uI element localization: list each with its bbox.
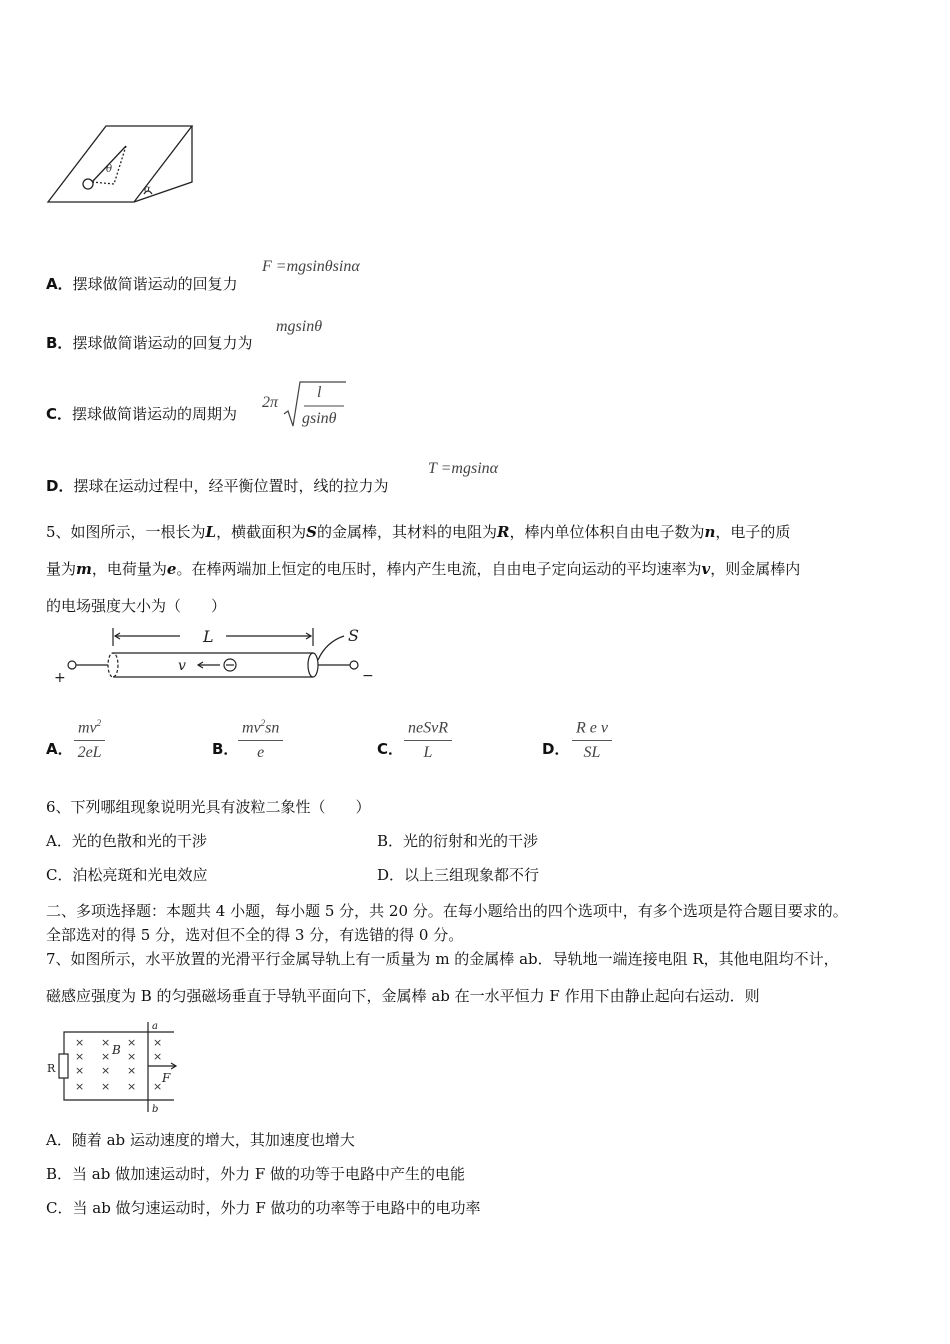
- var-L: L: [205, 523, 217, 541]
- field-cross: ×: [127, 1036, 137, 1049]
- var-S: S: [306, 523, 317, 541]
- denominator: e: [257, 744, 265, 762]
- numerator-tail: sn: [265, 719, 280, 737]
- field-cross: ×: [101, 1080, 111, 1093]
- velocity-label: v: [178, 658, 186, 674]
- q5-option-c-formula: [404, 714, 452, 762]
- var-m: m: [76, 560, 92, 578]
- denominator: L: [423, 744, 433, 762]
- option-label: D．: [542, 740, 570, 758]
- field-cross: ×: [127, 1080, 137, 1093]
- q4-option-a: [46, 274, 238, 294]
- field-cross: ×: [101, 1050, 111, 1063]
- q5-option-b-formula: [238, 714, 283, 762]
- q5-option-d-label: [542, 739, 569, 759]
- numerator: [74, 714, 105, 741]
- field-cross: ×: [75, 1064, 85, 1077]
- numerator: [572, 714, 612, 741]
- exponent: 2: [260, 718, 266, 728]
- exponent: 2: [96, 718, 102, 728]
- q7-stem-line2: 磁感应强度为 B 的匀强磁场垂直于导轨平面向下，金属棒 ab 在一水平恒力 F 作用下由静止起向右运动．则: [46, 987, 760, 1005]
- option-label: D．: [46, 477, 74, 495]
- option-text: 摆球在运动过程中，经平衡位置时，线的拉力为: [73, 477, 389, 495]
- minus-terminal: −: [362, 668, 374, 684]
- rail-end-b: b: [152, 1104, 159, 1115]
- q4-option-d: [46, 476, 388, 496]
- q5-stem-line1: [46, 522, 790, 542]
- q4-option-c: [46, 404, 237, 424]
- q4-d-formula: T =mgsinα: [428, 460, 499, 477]
- q7-stem-line1: 7、如图所示，水平放置的光滑平行金属导轨上有一质量为 m 的金属棒 ab．导轨地一端连接电阻 R，其他电阻均不计，: [46, 950, 839, 968]
- field-cross: ×: [101, 1064, 111, 1077]
- numerator-text: neSvR: [408, 719, 448, 737]
- q4-b-formula: mgsinθ: [276, 318, 323, 335]
- var-n: n: [704, 523, 716, 541]
- q5-option-d-formula: [572, 714, 612, 762]
- option-label: B．: [46, 334, 73, 352]
- denominator: 2eL: [77, 744, 102, 762]
- field-cross: ×: [127, 1050, 137, 1063]
- text: ，电子的质: [715, 523, 791, 541]
- field-cross: ×: [75, 1080, 85, 1093]
- q6-question: 6、下列哪组现象说明光具有波粒二象性（ ）: [46, 798, 371, 816]
- text: 。在棒两端加上恒定的电压时，棒内产生电流，自由电子定向运动的平均速率为: [176, 560, 702, 578]
- force-label-F: F: [162, 1071, 171, 1085]
- length-label: L: [203, 627, 214, 646]
- inclined-plane-figure: [44, 122, 194, 206]
- var-e: e: [166, 560, 177, 578]
- metal-rod-figure: [50, 624, 380, 686]
- q6-option-a: A．光的色散和光的干涉: [46, 832, 207, 850]
- numerator: [404, 714, 452, 741]
- q4-c-formula-numerator: l: [317, 384, 322, 401]
- field-cross: ×: [75, 1036, 85, 1049]
- theta-symbol: θ: [106, 164, 113, 175]
- field-cross: ×: [153, 1050, 163, 1063]
- section-heading-line1: 二、多项选择题：本题共 4 小题，每小题 5 分，共 20 分。在每小题给出的四个选项中，有多个选项是符合题目要求的。: [46, 902, 848, 920]
- option-label: B．: [212, 740, 239, 758]
- resistor-label-R: R: [47, 1062, 56, 1075]
- numerator-text: R e v: [576, 719, 608, 737]
- var-R: R: [496, 523, 510, 541]
- alpha-symbol: α: [144, 184, 151, 195]
- text: ，电荷量为: [91, 560, 167, 578]
- plus-terminal: +: [54, 670, 66, 686]
- q4-c-formula-prefix: 2π: [262, 394, 279, 411]
- q5-option-a-label: [46, 739, 73, 759]
- q5-stem-line2: [46, 559, 800, 579]
- denominator: SL: [583, 744, 601, 762]
- q4-option-b: [46, 333, 252, 353]
- area-label: S: [348, 626, 359, 645]
- q4-a-formula: F =mgsinθsinα: [262, 258, 360, 275]
- option-label: C．: [377, 740, 404, 758]
- text: ，棒内单位体积自由电子数为: [509, 523, 705, 541]
- q5-option-b-label: [212, 739, 238, 759]
- text: ，横截面积为: [216, 523, 307, 541]
- q7-option-c: C．当 ab 做匀速运动时，外力 F 做功的功率等于电路中的电功率: [46, 1199, 481, 1217]
- numerator-text: mv: [78, 719, 97, 737]
- field-cross: ×: [75, 1050, 85, 1063]
- text: 量为: [46, 560, 77, 578]
- section-heading-line2: 全部选对的得 5 分，选对但不全的得 3 分，有选错的得 0 分。: [46, 926, 464, 944]
- q5-stem-line3: 的电场强度大小为（ ）: [46, 597, 227, 615]
- numerator: [238, 714, 283, 741]
- text: 的金属棒，其材料的电阻为: [316, 523, 497, 541]
- option-label: A．: [46, 740, 73, 758]
- text: 5、如图所示，一根长为: [46, 523, 206, 541]
- q6-option-b: B．光的衍射和光的干涉: [377, 832, 539, 850]
- rail-end-a: a: [152, 1021, 158, 1032]
- option-text: 摆球做简谐运动的回复力为: [72, 334, 253, 352]
- rail-circuit-figure: [44, 1018, 194, 1116]
- q6-option-d: D．以上三组现象都不行: [377, 866, 540, 884]
- field-cross: ×: [101, 1036, 111, 1049]
- q7-option-b: B．当 ab 做加速运动时，外力 F 做的功等于电路中产生的电能: [46, 1165, 466, 1183]
- option-text: 摆球做简谐运动的周期为: [72, 405, 238, 423]
- option-text: 摆球做简谐运动的回复力: [72, 275, 238, 293]
- field-cross: ×: [127, 1064, 137, 1077]
- numerator-text: mv: [242, 719, 261, 737]
- q7-option-a: A．随着 ab 运动速度的增大，其加速度也增大: [46, 1131, 355, 1149]
- option-label: C．: [46, 405, 73, 423]
- text: ，则金属棒内: [710, 560, 801, 578]
- q6-option-c: C．泊松亮斑和光电效应: [46, 866, 208, 884]
- var-v: v: [701, 560, 711, 578]
- field-cross: ×: [153, 1036, 163, 1049]
- field-label-B: B: [112, 1043, 121, 1057]
- q4-c-formula-denominator: gsinθ: [302, 410, 337, 427]
- option-label: A．: [46, 275, 73, 293]
- q5-option-c-label: [377, 739, 403, 759]
- field-cross: ×: [153, 1080, 163, 1093]
- q5-option-a-formula: [74, 714, 105, 762]
